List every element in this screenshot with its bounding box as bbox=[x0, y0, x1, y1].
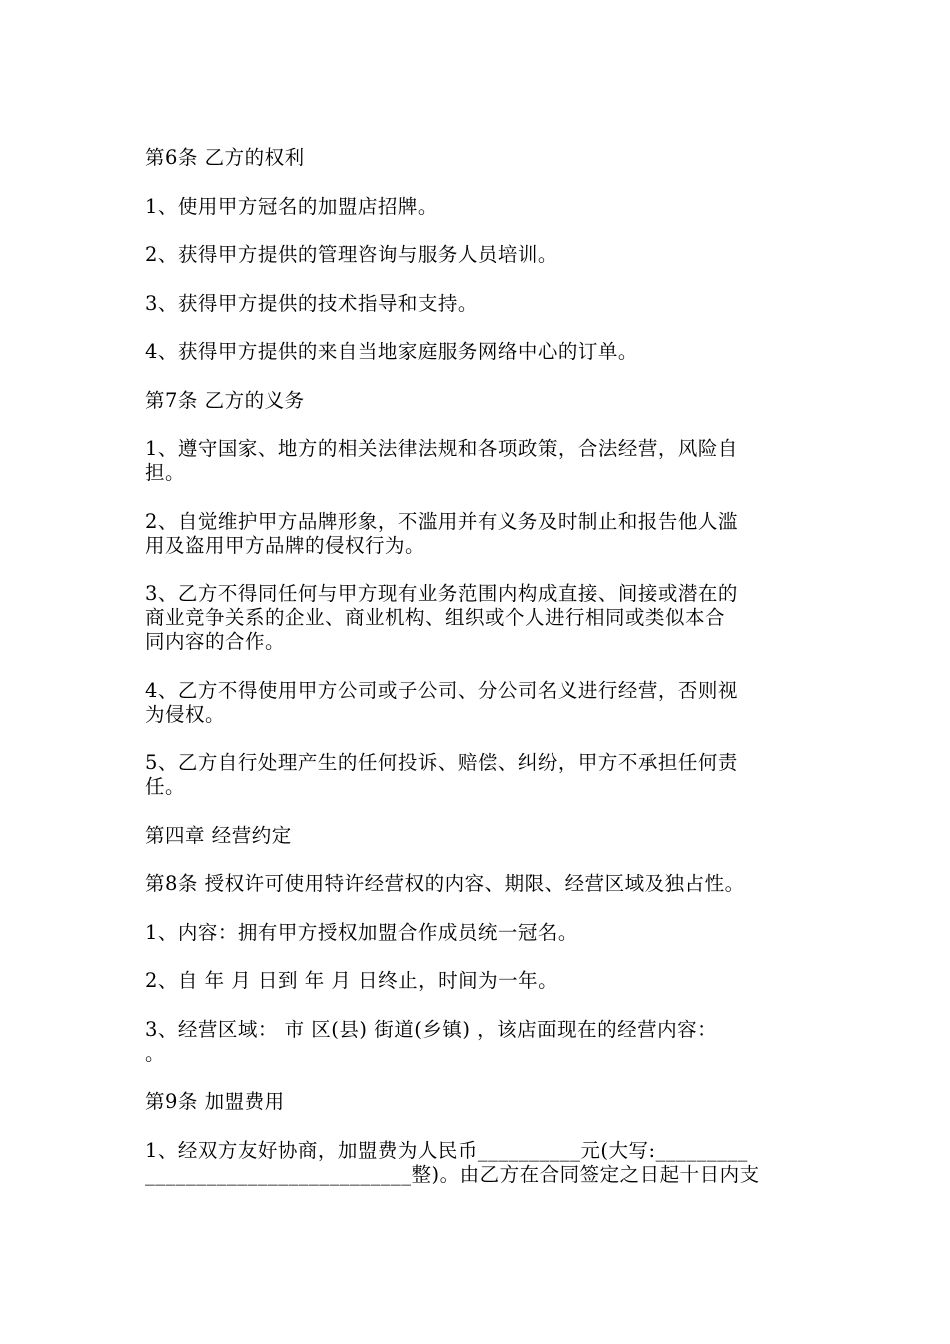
text-line: 同内容的合作。 bbox=[145, 630, 286, 653]
text-line: 1、使用甲方冠名的加盟店招牌。 bbox=[145, 194, 438, 218]
text-line: 2、自 年 月 日到 年 月 日终止，时间为一年。 bbox=[145, 969, 559, 992]
text-line: 第四章 经营约定 bbox=[145, 823, 292, 847]
paragraph bbox=[145, 146, 815, 170]
text-line: 第9条 加盟费用 bbox=[145, 1090, 285, 1113]
text-line: 。 bbox=[145, 1041, 166, 1065]
text-line: 用及盗用甲方品牌的侵权行为。 bbox=[145, 533, 426, 557]
paragraph bbox=[145, 824, 815, 848]
paragraph bbox=[145, 1139, 815, 1187]
text-line: 5、乙方自行处理产生的任何投诉、赔偿、纠纷，甲方不承担任何责 bbox=[145, 751, 738, 774]
text-line: 第8条 授权许可使用特许经营权的内容、期限、经营区域及独占性。 bbox=[145, 872, 745, 895]
text-line: 商业竞争关系的企业、商业机构、组织或个人进行相同或类似本合 bbox=[145, 606, 726, 629]
text-line: 第7条 乙方的义务 bbox=[145, 388, 305, 412]
paragraph bbox=[145, 679, 815, 727]
text-line: 3、获得甲方提供的技术指导和支持。 bbox=[145, 291, 478, 315]
text-line: 为侵权。 bbox=[145, 702, 226, 726]
text-line: 任。 bbox=[145, 775, 186, 798]
paragraph bbox=[145, 437, 815, 485]
paragraph bbox=[145, 969, 815, 993]
text-line: 4、乙方不得使用甲方公司或子公司、分公司名义进行经营，否则视 bbox=[145, 678, 738, 702]
text-line: 2、获得甲方提供的管理咨询与服务人员培训。 bbox=[145, 243, 558, 266]
paragraph bbox=[145, 921, 815, 945]
paragraph bbox=[145, 751, 815, 799]
paragraph bbox=[145, 1018, 815, 1066]
paragraph bbox=[145, 292, 815, 316]
text-line: 3、经营区域： 市 区(县) 街道(乡镇) ，该店面现在的经营内容： bbox=[145, 1017, 718, 1041]
text-line: 3、乙方不得同任何与甲方现有业务范围内构成直接、间接或潜在的 bbox=[145, 582, 738, 605]
text-line: 1、经双方友好协商，加盟费为人民币__________元(大写:_________ bbox=[145, 1138, 748, 1162]
paragraph bbox=[145, 510, 815, 558]
text-line: 4、获得甲方提供的来自当地家庭服务网络中心的订单。 bbox=[145, 340, 638, 363]
paragraph bbox=[145, 340, 815, 364]
text-line: 2、自觉维护甲方品牌形象，不滥用并有义务及时制止和报告他人滥 bbox=[145, 509, 738, 533]
paragraph bbox=[145, 872, 815, 896]
paragraph bbox=[145, 243, 815, 267]
paragraph bbox=[145, 582, 815, 654]
text-line: __________________________整)。由乙方在合同签定之日起十日内支 bbox=[145, 1162, 760, 1186]
text-line: 担。 bbox=[145, 461, 186, 484]
text-line: 第6条 乙方的权利 bbox=[145, 146, 305, 169]
paragraph bbox=[145, 1090, 815, 1114]
text-line: 1、内容：拥有甲方授权加盟合作成员统一冠名。 bbox=[145, 920, 578, 944]
document-page bbox=[145, 146, 815, 1211]
text-line: 1、遵守国家、地方的相关法律法规和各项政策，合法经营，风险自 bbox=[145, 437, 738, 460]
paragraph bbox=[145, 195, 815, 219]
paragraph bbox=[145, 389, 815, 413]
